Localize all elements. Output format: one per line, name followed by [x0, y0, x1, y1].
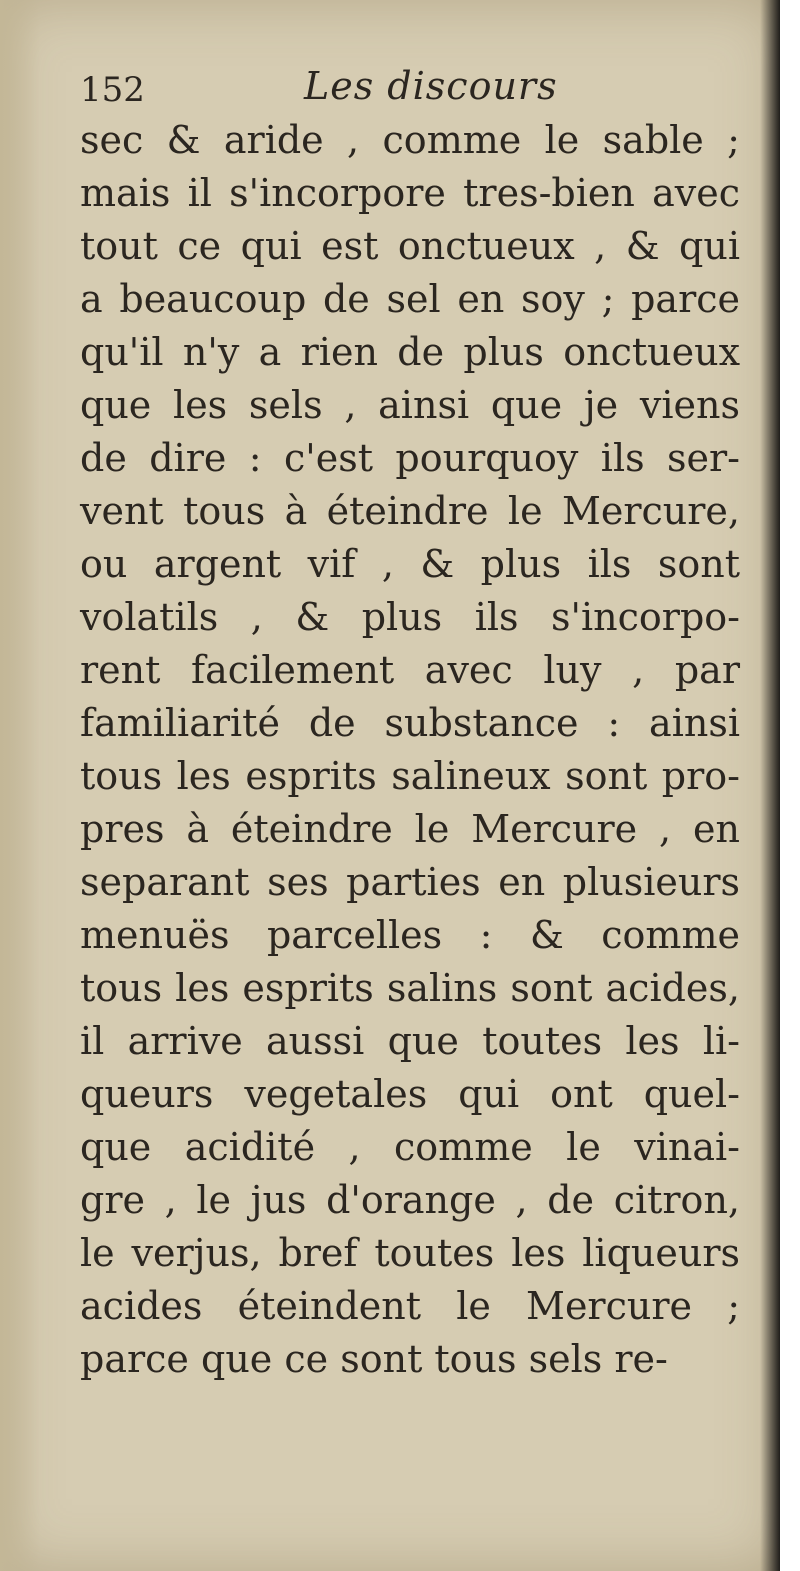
text-line: acides éteindent le Mercure ; [80, 1284, 740, 1328]
page-edge-shadow [760, 0, 780, 1571]
text-line: sec & aride , comme le sable ; [80, 118, 740, 162]
text-line: vent tous à éteindre le Mercure, [80, 489, 740, 533]
text-line: a beaucoup de sel en soy ; parce [80, 277, 740, 321]
text-line: tout ce qui est onctueux , & qui [80, 224, 740, 268]
text-line: queurs vegetales qui ont quel- [80, 1072, 740, 1116]
text-line: mais il s'incorpore tres-bien avec [80, 171, 740, 215]
text-line: tous les esprits salins sont acides, [80, 966, 740, 1010]
page-header [80, 64, 730, 116]
text-line: que les sels , ainsi que je viens [80, 383, 740, 427]
text-line: parce que ce sont tous sels re- [80, 1337, 668, 1381]
text-line: separant ses parties en plusieurs [80, 860, 740, 904]
text-line: ou argent vif , & plus ils sont [80, 542, 740, 586]
text-line: que acidité , comme le vinai- [80, 1125, 740, 1169]
running-title: Les discours [304, 64, 558, 108]
text-line: qu'il n'y a rien de plus onctueux [80, 330, 740, 374]
text-line: pres à éteindre le Mercure , en [80, 807, 740, 851]
text-line: volatils , & plus ils s'incorpo- [80, 595, 740, 639]
page-number: 152 [80, 70, 145, 110]
text-line: gre , le jus d'orange , de citron, [80, 1178, 740, 1222]
text-line: de dire : c'est pourquoy ils ser- [80, 436, 740, 480]
body-text [80, 114, 740, 1386]
page-gutter [0, 0, 40, 1571]
text-line: menuës parcelles : & comme [80, 913, 740, 957]
text-line: le verjus, bref toutes les liqueurs [80, 1231, 740, 1275]
text-line: tous les esprits salineux sont pro- [80, 754, 740, 798]
text-line: il arrive aussi que toutes les li- [80, 1019, 740, 1063]
text-line: familiarité de substance : ainsi [80, 701, 740, 745]
text-line: rent facilement avec luy , par [80, 648, 740, 692]
